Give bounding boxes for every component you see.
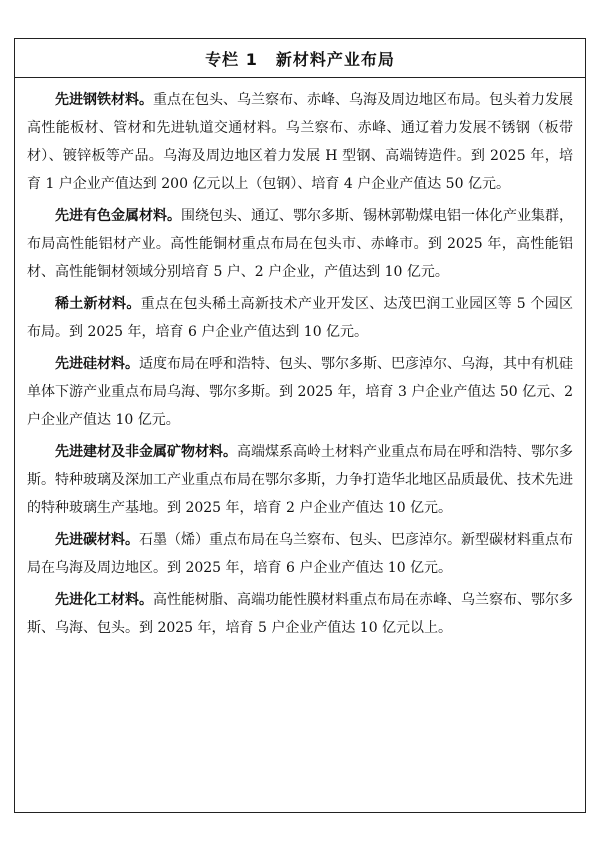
paragraph-text: 高端煤系高岭土材料产业重点布局在呼和浩特、鄂尔多斯。特种玻璃及深加工产业重点布局在鄂尔多斯，力争打造华北地区品质最优、技术先进的特种玻璃生产基地。到 2025 年，培育 2 户企业产值达 10 亿元。 [27, 444, 573, 516]
paragraph-heading: 稀土新材料。 [55, 296, 141, 312]
box-content [15, 78, 585, 642]
paragraph-heading: 先进建材及非金属矿物材料。 [55, 444, 237, 460]
box-title-text: 新材料产业布局 [275, 49, 395, 69]
paragraph-text: 适度布局在呼和浩特、包头、鄂尔多斯、巴彦淖尔、乌海，其中有机硅单体下游产业重点布局乌海、鄂尔多斯。到 2025 年，培育 3 户企业产值达 50 亿元、2 户企业产值达 10 亿元。 [27, 356, 573, 428]
box-label: 专栏 1 [205, 49, 258, 69]
paragraph-text: 围绕包头、通辽、鄂尔多斯、锡林郭勒煤电铝一体化产业集群，布局高性能铝材产业。高性能铜材重点布局在包头市、赤峰市。到 2025 年，高性能铝材、高性能铜材领域分别培育 5 户、2 户企业，产值达到 10 亿元。 [27, 208, 573, 280]
paragraph-text: 高性能树脂、高端功能性膜材料重点布局在赤峰、乌兰察布、鄂尔多斯、乌海、包头。到 2025 年，培育 5 户企业产值达 10 亿元以上。 [27, 592, 573, 636]
paragraph-steel [27, 86, 573, 198]
paragraph-nonferrous [27, 202, 573, 286]
paragraph-carbon [27, 526, 573, 582]
box-title [15, 39, 585, 78]
paragraph-heading: 先进钢铁材料。 [55, 92, 153, 108]
paragraph-silicon [27, 350, 573, 434]
paragraph-heading: 先进有色金属材料。 [55, 208, 181, 224]
paragraph-text: 石墨（烯）重点布局在乌兰察布、包头、巴彦淖尔。新型碳材料重点布局在乌海及周边地区。到 2025 年，培育 6 户企业产值达 10 亿元。 [27, 532, 573, 576]
paragraph-heading: 先进化工材料。 [55, 592, 153, 608]
paragraph-rare-earth [27, 290, 573, 346]
feature-box [14, 38, 586, 813]
paragraph-text: 重点在包头稀土高新技术产业开发区、达茂巴润工业园区等 5 个园区布局。到 2025 年，培育 6 户企业产值达到 10 亿元。 [27, 296, 573, 340]
paragraph-heading: 先进碳材料。 [55, 532, 139, 548]
paragraph-building-materials [27, 438, 573, 522]
paragraph-chemical [27, 586, 573, 642]
paragraph-heading: 先进硅材料。 [55, 356, 139, 372]
paragraph-text: 重点在包头、乌兰察布、赤峰、乌海及周边地区布局。包头着力发展高性能板材、管材和先进轨道交通材料。乌兰察布、赤峰、通辽着力发展不锈钢（板带材）、镀锌板等产品。乌海及周边地区着力发展 H 型钢、高端铸造件。到 2025 年，培育 1 户企业产值达到 200 亿元以上（包钢）、培育 4 户企业产值达 50 亿元。 [27, 92, 573, 192]
